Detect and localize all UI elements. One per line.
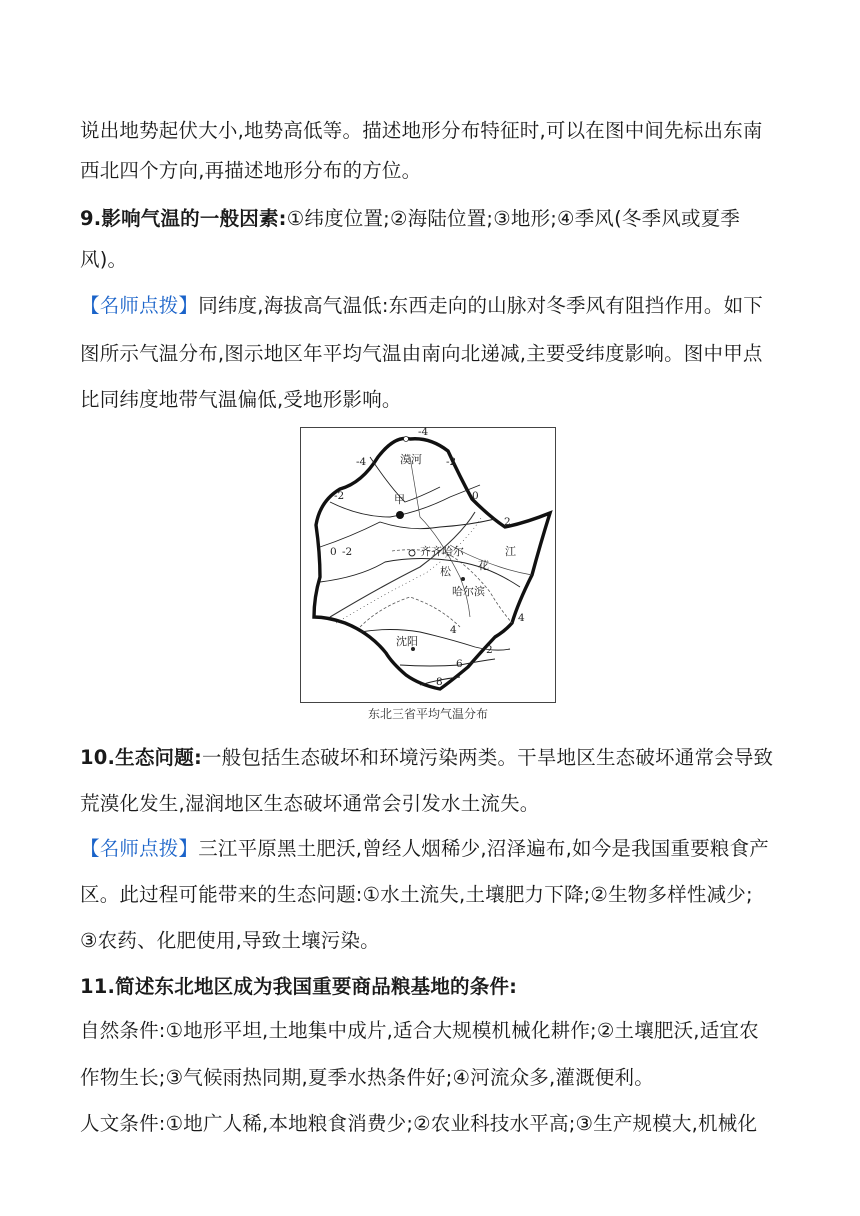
body-text: 区。此过程可能带来的生态问题:①水土流失,土壤肥力下降;②生物多样性减少;	[80, 883, 753, 906]
item-10-heading: 10.生态问题:	[80, 746, 202, 769]
body-text: 作物生长;③气候雨热同期,夏季水热条件好;④河流众多,灌溉便利。	[80, 1066, 654, 1089]
text-line	[80, 118, 780, 144]
isotherm-label: -2	[334, 490, 345, 502]
point-jia-marker	[396, 511, 404, 519]
city-marker-qiqihar	[409, 550, 415, 556]
body-text: ①纬度位置;②海陆位置;③地形;④季风(冬季风或夏季	[286, 207, 741, 230]
label-harbin: 哈尔滨	[452, 585, 485, 598]
label-jia: 甲	[394, 493, 405, 506]
isotherm-label: 0	[330, 546, 337, 558]
tip-10-line	[80, 836, 780, 862]
temperature-map-figure	[300, 427, 556, 703]
isotherm-label: -4	[356, 456, 367, 468]
isotherm-label: -2	[342, 546, 353, 558]
text-line	[80, 1065, 780, 1091]
text-line	[80, 1111, 780, 1137]
text-line	[80, 341, 780, 367]
text-line	[80, 247, 780, 273]
tip-label: 【名师点拨】	[80, 294, 199, 317]
label-qiqihar: 齐齐哈尔	[420, 545, 464, 558]
body-text: 人文条件:①地广人稀,本地粮食消费少;②农业科技水平高;③生产规模大,机械化	[80, 1112, 758, 1135]
isotherm-label: 0	[472, 490, 479, 502]
isotherm-label: 4	[450, 624, 457, 636]
body-text: 西北四个方向,再描述地形分布的方位。	[80, 159, 422, 182]
text-line	[80, 791, 780, 817]
isotherm-label: 2	[486, 644, 493, 656]
isotherm-label: -2	[446, 456, 457, 468]
isotherm-label: 2	[504, 516, 511, 528]
label-jiang: 江	[505, 545, 516, 558]
body-text: 比同纬度地带气温偏低,受地形影响。	[80, 388, 402, 411]
item-11-heading: 11.简述东北地区成为我国重要商品粮基地的条件:	[80, 975, 518, 998]
label-song: 松	[440, 565, 451, 578]
text-line	[80, 387, 780, 413]
body-text: 说出地势起伏大小,地势高低等。描述地形分布特征时,可以在图中间先标出东南	[80, 119, 763, 142]
isotherm-label: 8	[436, 676, 443, 688]
city-marker-mohe	[404, 437, 409, 442]
isotherm-label: -4	[418, 427, 429, 438]
text-line	[80, 928, 780, 954]
isotherm-label: 6	[456, 658, 463, 670]
temperature-map	[300, 427, 556, 703]
city-marker-harbin	[461, 577, 465, 581]
body-text: ③农药、化肥使用,导致土壤污染。	[80, 929, 380, 952]
tip-9-line	[80, 293, 780, 319]
isotherm-label: 4	[518, 612, 525, 624]
tip-label: 【名师点拨】	[80, 837, 199, 860]
label-hua: 花	[478, 559, 489, 572]
figure-caption: 东北三省平均气温分布	[367, 707, 488, 721]
body-text: 自然条件:①地形平坦,土地集中成片,适合大规模机械化耕作;②土壤肥沃,适宜农	[80, 1019, 759, 1042]
body-text: 图所示气温分布,图示地区年平均气温由南向北递减,主要受纬度影响。图中甲点	[80, 342, 763, 365]
text-line	[80, 158, 780, 184]
body-text: 同纬度,海拔高气温低:东西走向的山脉对冬季风有阻挡作用。如下	[198, 294, 763, 317]
body-text: 荒漠化发生,湿润地区生态破坏通常会引发水土流失。	[80, 792, 540, 815]
body-text: 一般包括生态破坏和环境污染两类。干旱地区生态破坏通常会导致	[201, 746, 774, 769]
item-9-heading: 9.影响气温的一般因素:	[80, 207, 287, 230]
text-line	[80, 882, 780, 908]
label-shenyang: 沈阳	[396, 635, 418, 648]
label-mohe: 漠河	[400, 453, 422, 466]
item-9-line	[80, 206, 780, 232]
text-line	[80, 1018, 780, 1044]
body-text: 风)。	[80, 248, 128, 271]
body-text: 三江平原黑土肥沃,曾经人烟稀少,沼泽遍布,如今是我国重要粮食产	[198, 837, 769, 860]
item-10-line	[80, 745, 780, 771]
item-11-line	[80, 974, 780, 1000]
